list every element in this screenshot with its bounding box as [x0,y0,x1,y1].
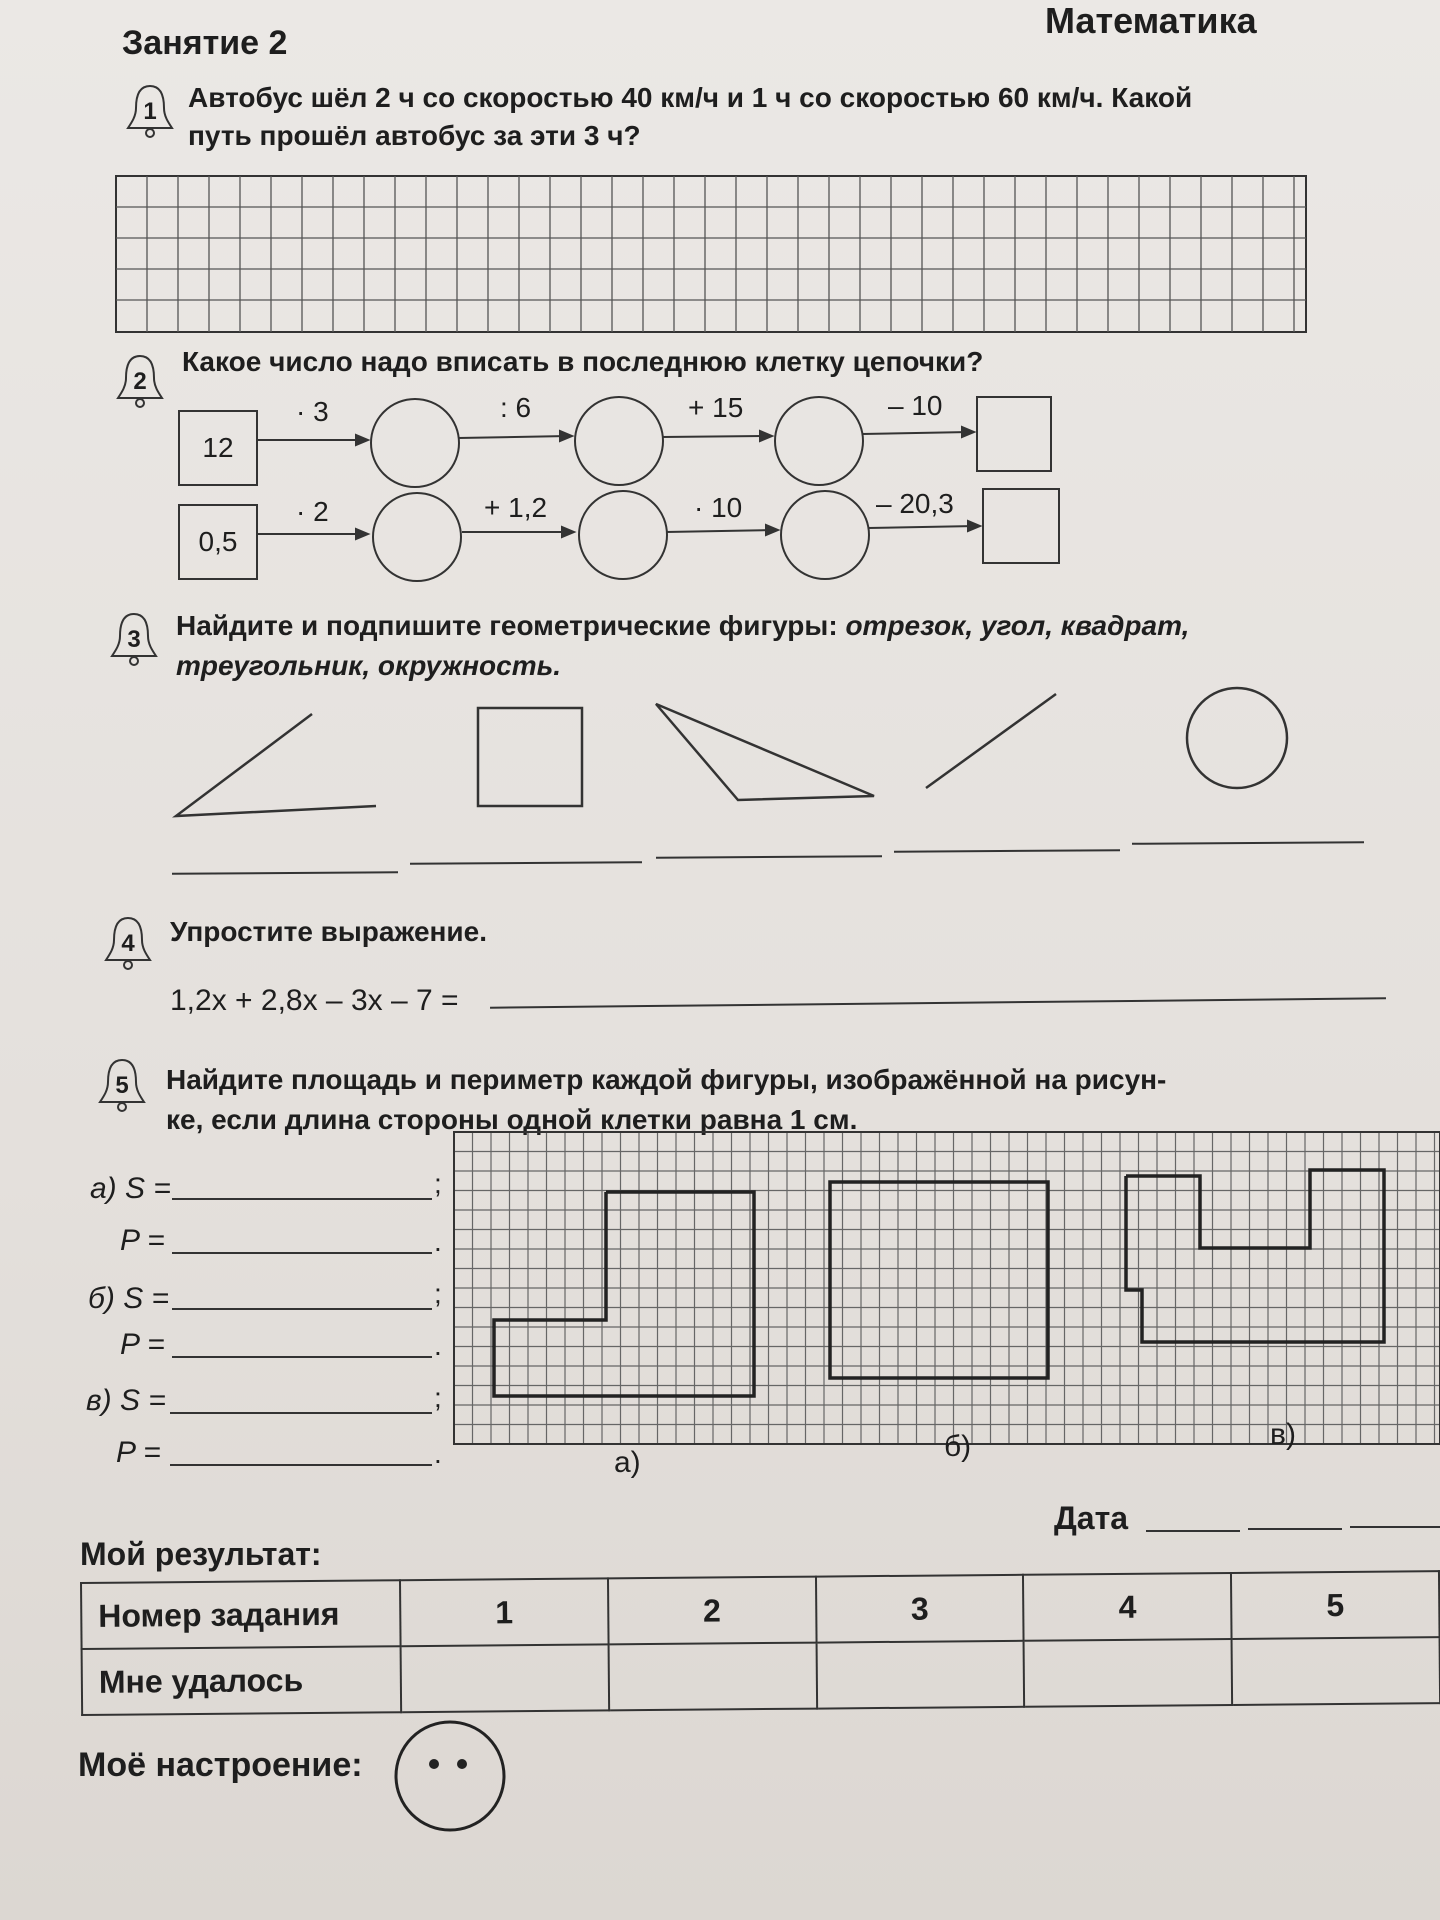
chain2-op-4: – 20,3 [876,488,954,519]
answer-c-p-line[interactable] [170,1464,432,1466]
chain2-circle-3[interactable] [780,490,870,580]
figure-c-label: в) [1270,1418,1296,1451]
task1-number: 1 [143,98,157,125]
task3-text-italic1: отрезок, угол, квадрат, [845,610,1190,641]
task3-text-plain: Найдите и подпишите геометрические фигуры: [176,610,846,641]
task-number-bell-icon [110,610,158,666]
answer-a-s-label: а) S = [90,1172,171,1205]
task4-number: 4 [121,930,135,957]
success-cell-2[interactable] [608,1643,816,1711]
figure-b-outline [830,1182,1048,1378]
chain2-answer-box[interactable] [982,488,1060,564]
chain2-circle-2[interactable] [578,490,668,580]
answer-b-p-end: . [434,1330,442,1361]
answer-c-s-end: ; [434,1382,442,1413]
col-3: 3 [816,1575,1024,1643]
task3-figures [0,680,1440,880]
success-cell-3[interactable] [816,1641,1024,1709]
task4-expression: 1,2x + 2,8x – 3x – 7 = [170,984,459,1017]
subject-title: Математика [1045,0,1257,41]
answer-b-s-label: б) S = [88,1282,170,1315]
date-day-line[interactable] [1146,1530,1240,1532]
answer-c-s-label: в) S = [86,1384,166,1417]
task5-figures-grid [452,1130,1440,1446]
answer-c-p-label: P = [116,1436,161,1469]
chain2-start-box: 0,5 [178,504,258,580]
chain-arrows [0,0,1440,560]
circle-figure [1187,688,1287,788]
task1-text-line1: Автобус шёл 2 ч со скоростью 40 км/ч и 1 ч со скоростью 60 км/ч. Какой [188,82,1193,113]
chain1-op-1: · 3 [296,396,329,427]
mood-label: Моё настроение: [78,1746,363,1784]
answer-a-s-end: ; [434,1168,442,1199]
success-cell-4[interactable] [1024,1639,1232,1707]
chain1-op-4: – 10 [888,390,943,421]
angle-figure [176,714,376,816]
answer-a-p-label: P = [120,1224,165,1257]
answer-b-s-end: ; [434,1278,442,1309]
date-month-line[interactable] [1248,1528,1342,1530]
answer-b-p-label: P = [120,1328,165,1361]
task5-number: 5 [115,1072,129,1099]
chain2-op-3: · 10 [694,492,743,523]
answer-a-p-end: . [434,1226,442,1257]
col-4: 4 [1023,1573,1231,1641]
result-table [80,1570,1440,1716]
chain1-start-box: 12 [178,410,258,486]
chain2-op-1: · 2 [296,496,329,527]
task2-number: 2 [133,368,147,395]
answer-b-s-line[interactable] [172,1308,432,1310]
answer-b-p-line[interactable] [172,1356,432,1358]
lesson-title: Занятие 2 [122,24,288,62]
chain1-op-3: + 15 [688,392,744,423]
task2-text: Какое число надо вписать в последнюю клетку цепочки? [182,346,984,377]
chain1-op-2: : 6 [500,392,532,423]
answer-a-p-line[interactable] [172,1252,432,1254]
col-2: 2 [608,1577,816,1645]
figure-c-outline [1126,1170,1384,1342]
success-cell-5[interactable] [1232,1637,1440,1705]
date-year-line[interactable] [1350,1526,1440,1528]
task4-text: Упростите выражение. [170,916,487,947]
task3-text-line1 [176,606,1189,646]
figure-a-label: а) [614,1446,641,1479]
row-header-task-number: Номер задания [81,1580,401,1649]
figure-b-label: б) [944,1430,972,1463]
date-label: Дата [1054,1500,1129,1536]
answer-a-s-line[interactable] [172,1198,432,1200]
mood-face-icon[interactable] [390,1716,510,1836]
answer-c-s-line[interactable] [170,1412,432,1414]
answer-c-p-end: . [434,1438,442,1469]
square-figure [478,708,582,806]
chain2-circle-1[interactable] [372,492,462,582]
row-header-success: Мне удалось [82,1646,402,1715]
task4-answer-line[interactable] [490,997,1386,1008]
col-1: 1 [400,1578,608,1646]
triangle-figure [656,704,874,800]
task-number-bell-icon [104,914,152,970]
result-label: Мой результат: [80,1536,322,1572]
task-number-bell-icon [98,1056,146,1112]
task5-text-line1: Найдите площадь и периметр каждой фигуры, изображённой на рисун- [166,1064,1167,1095]
task3-number: 3 [127,626,141,653]
col-5: 5 [1231,1571,1439,1639]
task5-text-line2: ке, если длина стороны одной клетки равна 1 см. [166,1104,858,1135]
task1-text-line2: путь прошёл автобус за эти 3 ч? [188,120,641,151]
segment-figure [926,694,1056,788]
success-cell-1[interactable] [401,1644,609,1712]
chain2-op-2: + 1,2 [484,492,548,523]
task3-text-italic2: треугольник, окружность. [176,650,562,681]
